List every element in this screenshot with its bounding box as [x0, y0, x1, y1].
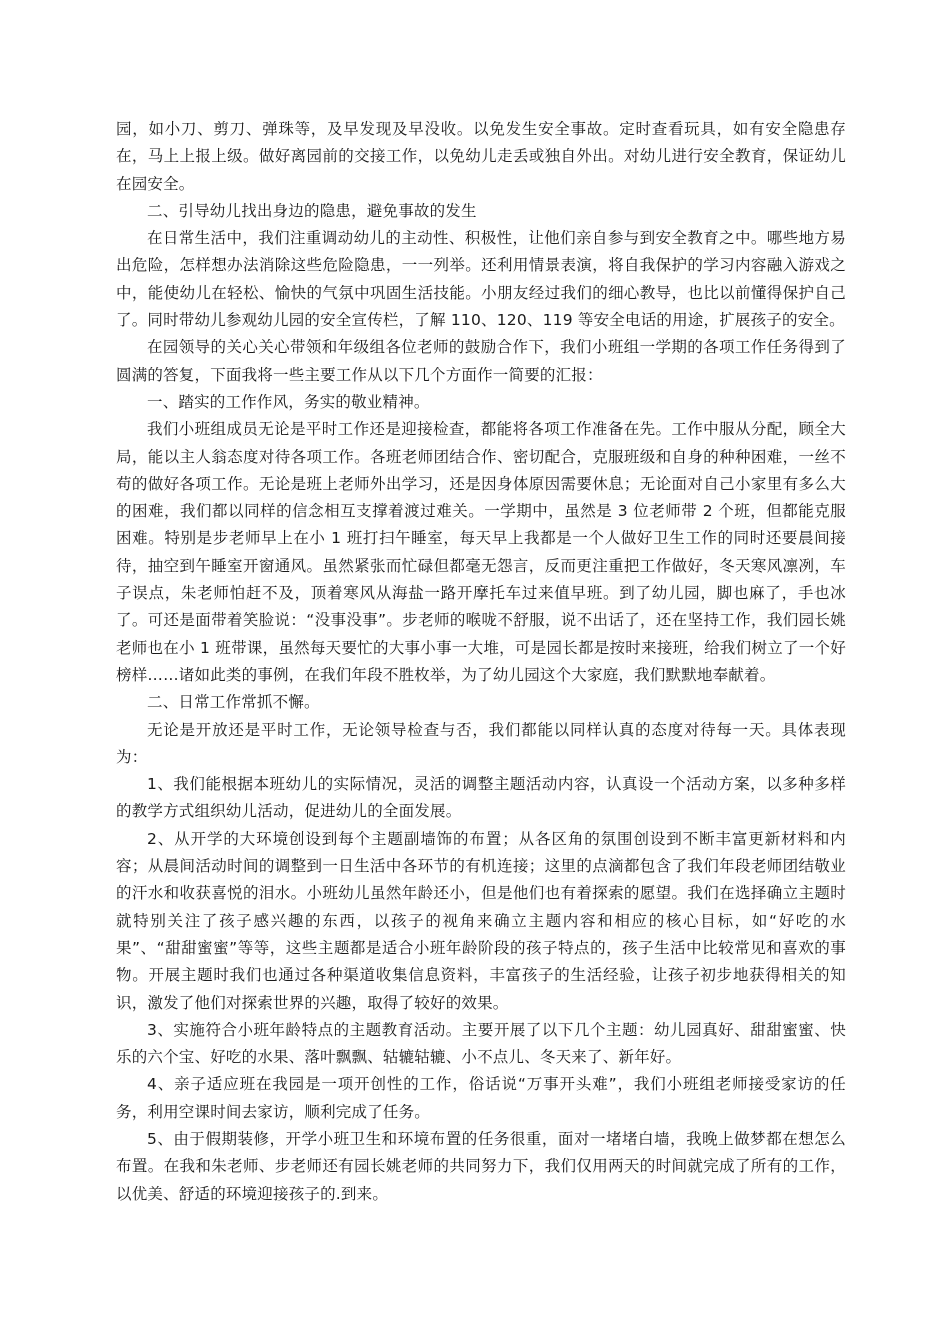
- section-heading-7: 二、日常工作常抓不懈。: [147, 693, 320, 712]
- document-page: [116, 116, 846, 1208]
- paragraph-1: 园，如小刀、剪刀、弹珠等，及早发现及早没收。以免发生安全事故。定时查看玩具，如有安全隐患存在，马上上报上级。做好离园前的交接工作，以免幼儿走丢或独自外出。对幼儿进行安全教育，保证幼儿在园安全。: [116, 120, 846, 193]
- list-item-2: 2、从开学的大环境创设到每个主题副墙饰的布置；从各区角的氛围创设到不断丰富更新材料和内容；从晨间活动时间的调整到一日生活中各环节的有机连接；这里的点滴都包含了我们年段老师团结敬业的汗水和收获喜悦的泪水。小班幼儿虽然年龄还小，但是他们也有着探索的愿望。我们在选择确立主题时就特别关注了孩子感兴趣的东西，以孩子的视角来确立主题内容和相应的核心目标，如“好吃的水果”、“甜甜蜜蜜”等等，这些主题都是适合小班年龄阶段的孩子特点的，孩子生活中比较常见和喜欢的事物。开展主题时我们也通过各种渠道收集信息资料，丰富孩子的生活经验，让孩子初步地获得相关的知识，激发了他们对探索世界的兴趣，取得了较好的效果。: [116, 829, 846, 1012]
- list-item-3: 3、实施符合小班年龄特点的主题教育活动。主要开展了以下几个主题：幼儿园真好、甜甜蜜蜜、快乐的六个宝、好吃的水果、落叶飘飘、轱辘轱辘、小不点儿、冬天来了、新年好。: [116, 1020, 846, 1067]
- section-heading-5: 一、踏实的工作作风，务实的敬业精神。: [147, 392, 430, 411]
- paragraph-3: 在日常生活中，我们注重调动幼儿的主动性、积极性，让他们亲自参与到安全教育之中。哪些地方易出危险，怎样想办法消除这些危险隐患，一一列举。还利用情景表演，将自我保护的学习内容融入游戏之中，能使幼儿在轻松、愉快的气氛中巩固生活技能。小朋友经过我们的细心教导，也比以前懂得保护自己了。同时带幼儿参观幼儿园的安全宣传栏，了解 110、120、119 等安全电话的用途，扩展孩子的安全。: [116, 229, 846, 330]
- list-item-5: 5、由于假期装修，开学小班卫生和环境布置的任务很重，面对一堵堵白墙，我晚上做梦都在想怎么布置。在我和朱老师、步老师还有园长姚老师的共同努力下，我们仅用两天的时间就完成了所有的工作，以优美、舒适的环境迎接孩子的.到来。: [116, 1129, 846, 1203]
- paragraph-6: 我们小班组成员无论是平时工作还是迎接检查，都能将各项工作准备在先。工作中服从分配，顾全大局，能以主人翁态度对待各项工作。各班老师团结合作、密切配合，克服班级和自身的种种困难，一丝不苟的做好各项工作。无论是班上老师外出学习，还是因身体原因需要休息；无论面对自己小家里有多么大的困难，我们都以同样的信念相互支撑着渡过难关。一学期中，虽然是 3 位老师带 2 个班，但都能克服困难。特别是步老师早上在小 1 班打扫午睡室，每天早上我都是一个人做好卫生工作的同时还要晨间接待，抽空到午睡室开窗通风。虽然紧张而忙碌但都毫无怨言，反而更注重把工作做好，冬天寒风凛冽，车子误点，朱老师怕赶不及，顶着寒风从海盐一路开摩托车过来值早班。到了幼儿园，脚也麻了，手也冰了。可还是面带着笑脸说：“没事没事”。步老师的喉咙不舒服，说不出话了，还在坚持工作，我们园长姚老师也在小 1 班带课，虽然每天要忙的大事小事一大堆，可是园长都是按时来接班，给我们树立了一个好榜样……诸如此类的事例，在我们年段不胜枚举，为了幼儿园这个大家庭，我们默默地奉献着。: [116, 420, 846, 684]
- list-item-1: 1、我们能根据本班幼儿的实际情况，灵活的调整主题活动内容，认真设一个活动方案，以多种多样的教学方式组织幼儿活动，促进幼儿的全面发展。: [116, 775, 846, 821]
- list-item-4: 4、亲子适应班在我园是一项开创性的工作，俗话说“万事开头难”，我们小班组老师接受家访的任务，利用空课时间去家访，顺利完成了任务。: [116, 1075, 846, 1121]
- paragraph-4: 在园领导的关心关心带领和年级组各位老师的鼓励合作下，我们小班组一学期的各项工作任务得到了圆满的答复，下面我将一些主要工作从以下几个方面作一简要的汇报：: [116, 338, 846, 384]
- paragraph-8: 无论是开放还是平时工作，无论领导检查与否，我们都能以同样认真的态度对待每一天。具体表现为：: [116, 720, 846, 766]
- section-heading-2: 二、引导幼儿找出身边的隐患，避免事故的发生: [147, 201, 477, 220]
